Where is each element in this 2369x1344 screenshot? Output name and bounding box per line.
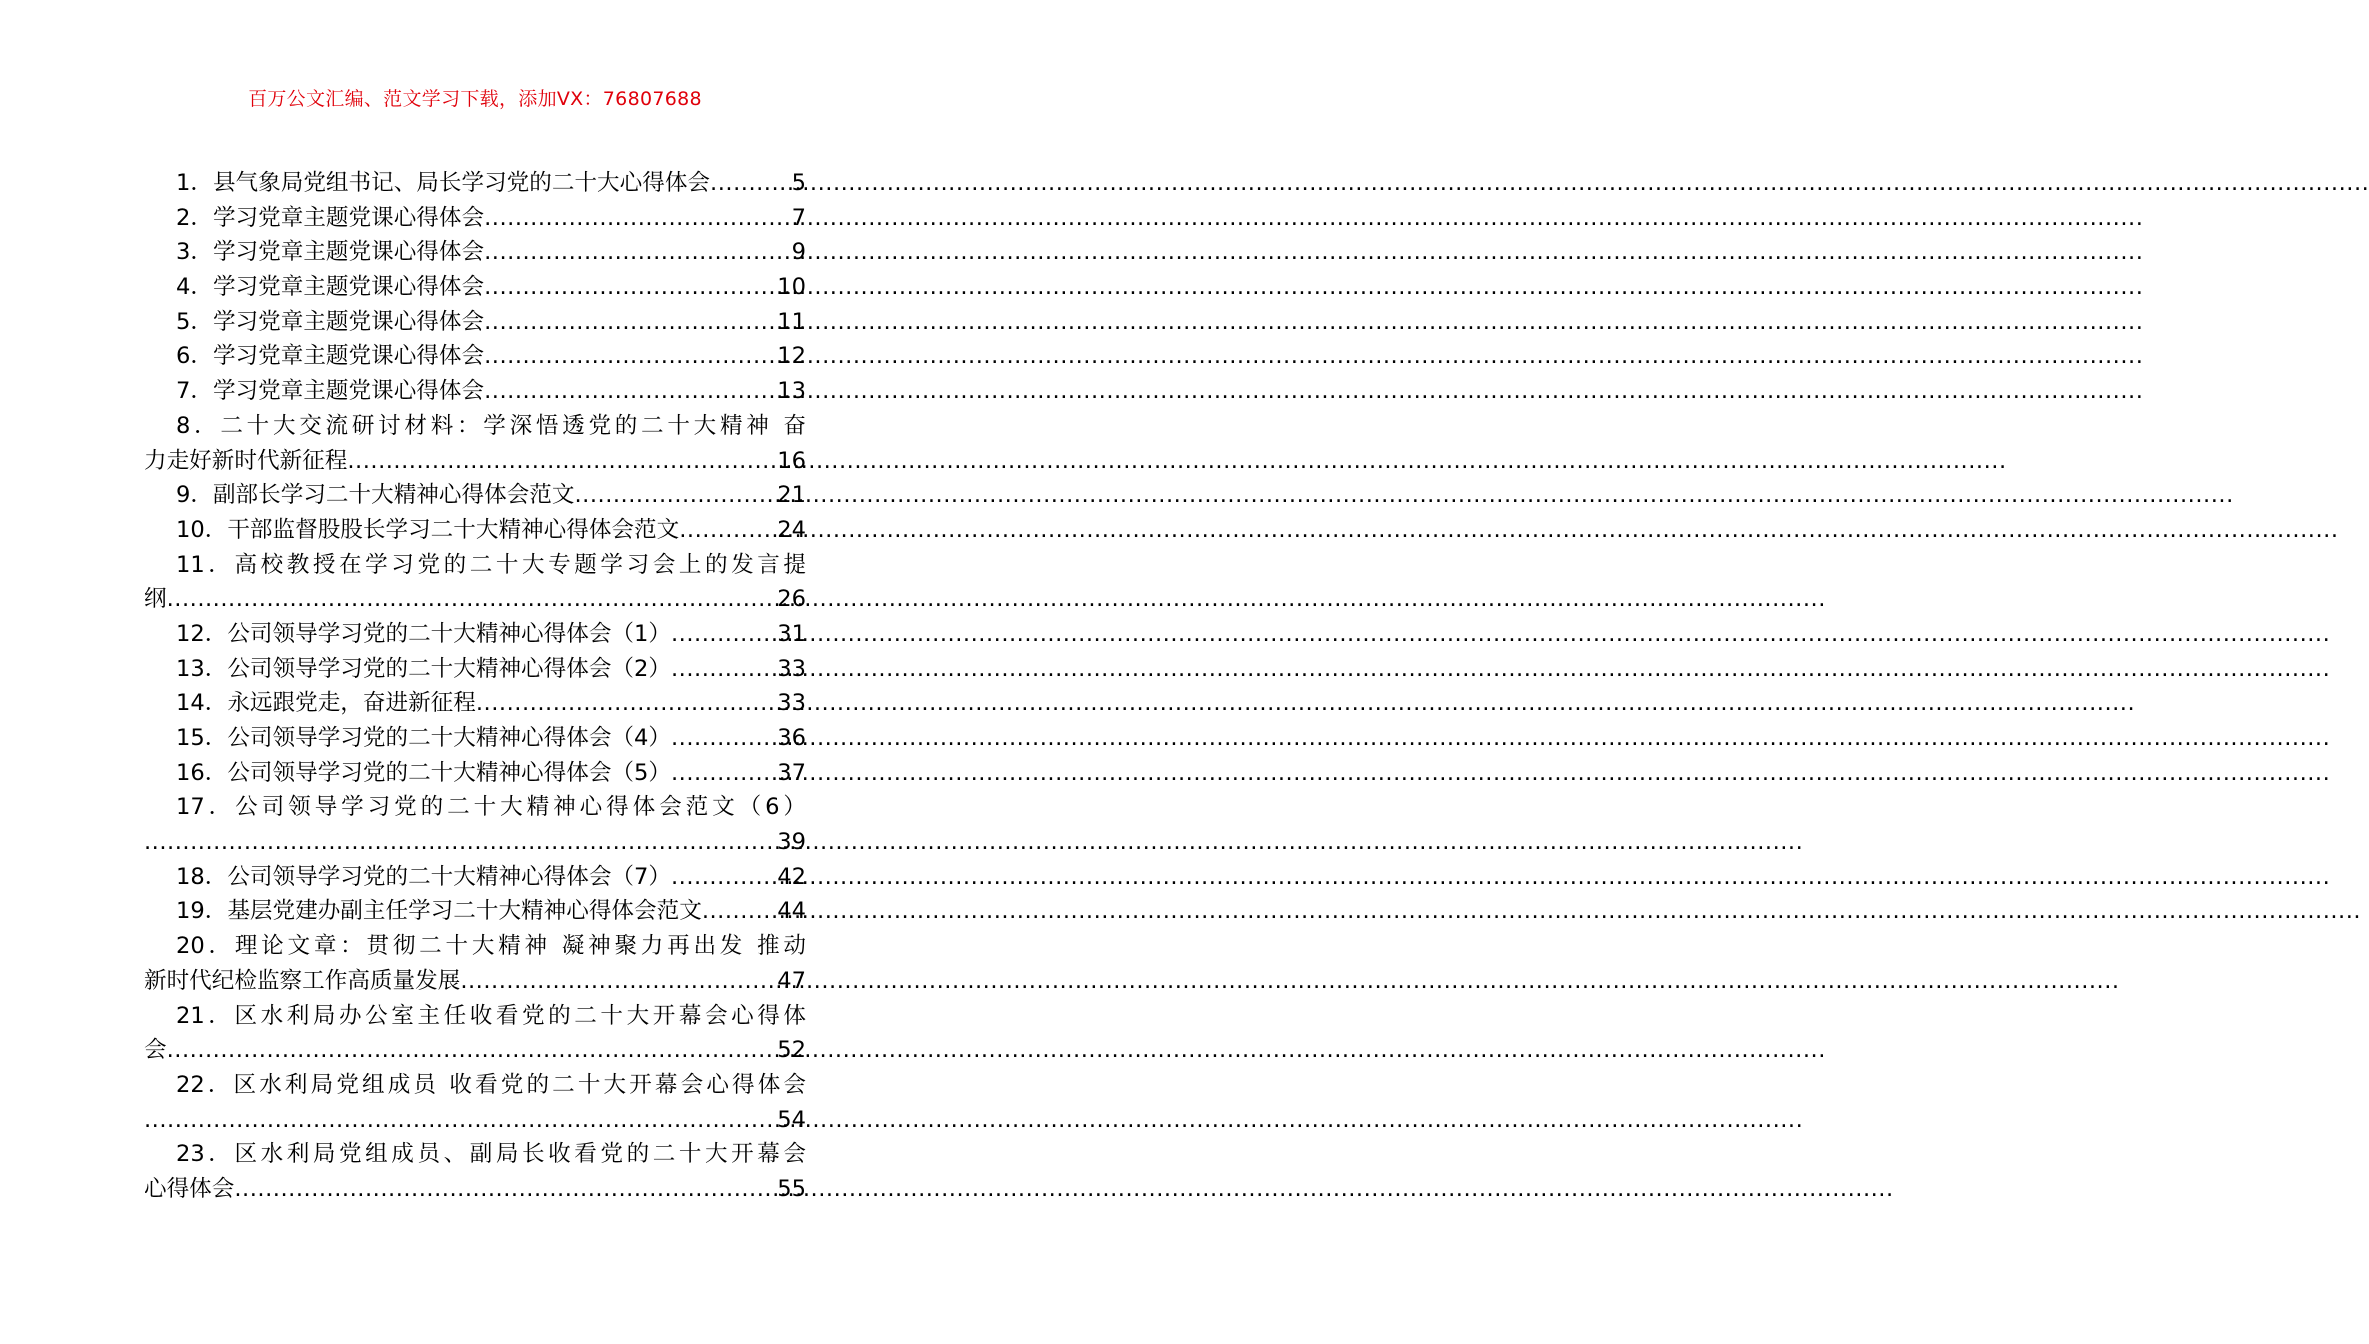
toc-line <box>144 513 806 548</box>
toc-leader-dots <box>484 270 777 305</box>
toc-leader-dots <box>144 825 777 860</box>
toc-page-number: 44 <box>777 898 806 925</box>
toc-leader-dots <box>347 444 777 479</box>
toc-title: 心得体会 <box>144 1175 235 1202</box>
toc-line <box>144 374 806 409</box>
toc-title <box>176 1137 806 1172</box>
toc-title: 学习党章主题党课心得体会 <box>212 204 485 231</box>
toc-title-text: 理论文章：贯彻二十大精神 凝神聚力再出发 推动 <box>234 933 806 960</box>
toc-title: 县气象局党组书记、局长学习党的二十大心得体会 <box>212 170 711 196</box>
toc-title: 学习党章主题党课心得体会 <box>212 274 485 301</box>
toc-title: 公司领导学习党的二十大精神心得体会（2） <box>227 655 671 682</box>
toc-leader-dots <box>484 339 777 374</box>
toc-title: 纲 <box>144 586 167 613</box>
toc-title: 学习党章主题党课心得体会 <box>212 343 485 370</box>
toc-entry[interactable] <box>144 790 806 859</box>
toc-page-number: 5 <box>791 170 806 196</box>
toc-leader-dots <box>671 721 777 756</box>
toc-line <box>144 652 806 687</box>
toc-entry[interactable] <box>144 235 806 270</box>
toc-title: 副部长学习二十大精神心得体会范文 <box>212 482 575 509</box>
toc-entry[interactable] <box>144 686 806 721</box>
toc-line <box>144 270 806 305</box>
toc-leader-dots <box>484 235 792 270</box>
toc-page-number: 36 <box>777 725 806 751</box>
toc-leader-dots <box>144 1103 777 1138</box>
toc-line <box>144 1033 806 1068</box>
toc-line <box>144 305 806 340</box>
toc-title <box>176 999 806 1034</box>
toc-number: 6． <box>176 343 213 370</box>
toc-entry[interactable] <box>144 270 806 305</box>
toc-title: 新时代纪检监察工作高质量发展 <box>144 967 461 994</box>
toc-number: 23． <box>176 1141 235 1168</box>
toc-title-text: 区水利局党组成员、副局长收看党的二十大开幕会 <box>234 1141 807 1168</box>
toc-page-number: 21 <box>777 482 806 509</box>
toc-number: 15． <box>176 725 228 751</box>
toc-line <box>144 1103 806 1138</box>
toc-entry[interactable] <box>144 756 806 791</box>
toc-entry[interactable] <box>144 548 806 617</box>
toc-page-number: 39 <box>777 829 806 856</box>
toc-title-text: 高校教授在学习党的二十大专题学习会上的发言提 <box>234 551 807 578</box>
toc-leader-dots <box>484 374 777 409</box>
toc-line <box>144 721 806 756</box>
toc-entry[interactable] <box>144 513 806 548</box>
toc-leader-dots <box>671 756 777 791</box>
toc-title <box>176 409 806 444</box>
toc-line <box>144 166 806 201</box>
toc-leader-dots <box>167 582 778 617</box>
toc-line <box>144 860 806 895</box>
toc-line <box>144 548 806 583</box>
toc-line <box>144 964 806 999</box>
toc-leader-dots <box>702 894 777 929</box>
toc-line <box>144 894 806 929</box>
toc-entry[interactable] <box>144 894 806 929</box>
toc-title-text: 二十大交流研讨材料：学深悟透党的二十大精神 奋 <box>220 412 807 439</box>
page-header-notice: 百万公文汇编、范文学习下载，添加VX：76807688 <box>248 88 702 110</box>
toc-line <box>144 999 806 1034</box>
toc-leader-dots <box>484 305 777 340</box>
toc-number: 14． <box>176 690 228 717</box>
toc-line <box>144 617 806 652</box>
toc-title <box>176 929 806 964</box>
toc-line <box>144 825 806 860</box>
toc-page-number: 55 <box>777 1175 806 1202</box>
toc-entry[interactable] <box>144 652 806 687</box>
toc-page-number: 31 <box>777 620 806 647</box>
toc-title: 基层党建办副主任学习二十大精神心得体会范文 <box>227 898 702 925</box>
toc-page-number: 10 <box>777 274 806 301</box>
toc-entry[interactable] <box>144 1068 806 1137</box>
toc-entry[interactable] <box>144 1137 806 1206</box>
toc-entry[interactable] <box>144 999 806 1068</box>
toc-entry[interactable] <box>144 721 806 756</box>
toc-line <box>144 409 806 444</box>
toc-line <box>144 201 806 236</box>
toc-page-number: 7 <box>791 204 806 231</box>
toc-number: 19． <box>176 898 228 925</box>
toc-line <box>144 929 806 964</box>
toc-leader-dots <box>167 1033 778 1068</box>
toc-number: 10． <box>176 516 228 543</box>
toc-entry[interactable] <box>144 929 806 998</box>
toc-number: 18． <box>176 863 228 890</box>
toc-entry[interactable] <box>144 374 806 409</box>
toc-leader-dots <box>484 201 792 236</box>
toc-title: 公司领导学习党的二十大精神心得体会（4） <box>227 725 671 751</box>
toc-page-number: 24 <box>777 516 806 543</box>
table-of-contents <box>144 166 806 1207</box>
toc-title: 公司领导学习党的二十大精神心得体会（7） <box>227 863 671 890</box>
toc-page-number: 12 <box>777 343 806 370</box>
toc-number: 7． <box>176 378 213 405</box>
toc-page-number: 26 <box>777 586 806 613</box>
toc-leader-dots <box>671 617 777 652</box>
toc-title: 公司领导学习党的二十大精神心得体会（5） <box>227 759 671 786</box>
toc-leader-dots <box>574 478 777 513</box>
toc-entry[interactable] <box>144 166 806 201</box>
toc-line <box>144 582 806 617</box>
toc-title: 力走好新时代新征程 <box>144 447 348 474</box>
toc-leader-dots <box>234 1172 777 1207</box>
toc-title: 学习党章主题党课心得体会 <box>212 239 485 266</box>
toc-title: 永远跟党走，奋进新征程 <box>227 690 476 717</box>
toc-leader-dots <box>679 513 777 548</box>
toc-number: 20． <box>176 933 235 960</box>
toc-page-number: 13 <box>777 378 806 405</box>
toc-entry[interactable] <box>144 305 806 340</box>
toc-line <box>144 235 806 270</box>
toc-line <box>144 1172 806 1207</box>
toc-title: 会 <box>144 1037 167 1064</box>
toc-page-number: 16 <box>777 447 806 474</box>
toc-number: 3． <box>176 239 213 266</box>
toc-title: 学习党章主题党课心得体会 <box>212 308 485 335</box>
toc-number: 12． <box>176 620 228 647</box>
toc-line <box>144 1068 806 1103</box>
toc-line <box>144 1137 806 1172</box>
toc-leader-dots <box>476 686 777 721</box>
toc-number: 1． <box>176 170 213 196</box>
toc-line <box>144 756 806 791</box>
toc-page-number: 42 <box>777 863 806 890</box>
toc-page-number: 47 <box>777 967 806 994</box>
toc-title <box>176 548 806 583</box>
toc-title <box>176 790 806 825</box>
toc-line <box>144 790 806 825</box>
toc-page-number: 9 <box>791 239 806 266</box>
toc-title: 学习党章主题党课心得体会 <box>212 378 485 405</box>
toc-number: 4． <box>176 274 213 301</box>
toc-number: 16． <box>176 759 228 786</box>
toc-number: 8． <box>176 412 221 439</box>
toc-title-text: 区水利局办公室主任收看党的二十大开幕会心得体 <box>234 1002 807 1029</box>
toc-page-number: 33 <box>777 655 806 682</box>
toc-title: 干部监督股股长学习二十大精神心得体会范文 <box>227 516 680 543</box>
toc-title-text: 公司领导学习党的二十大精神心得体会范文（6） <box>235 794 807 821</box>
toc-line <box>144 478 806 513</box>
toc-line <box>144 339 806 374</box>
toc-leader-dots <box>460 964 777 999</box>
toc-title-text: 区水利局党组成员 收看党的二十大开幕会心得体会 <box>233 1071 806 1098</box>
toc-page-number: 37 <box>777 759 806 786</box>
toc-title: 公司领导学习党的二十大精神心得体会（1） <box>227 620 671 647</box>
toc-page-number: 52 <box>777 1037 806 1064</box>
toc-entry[interactable] <box>144 617 806 652</box>
toc-number: 9． <box>176 482 213 509</box>
toc-number: 13． <box>176 655 228 682</box>
toc-entry[interactable] <box>144 339 806 374</box>
toc-page-number: 11 <box>777 308 806 335</box>
toc-line <box>144 686 806 721</box>
toc-entry[interactable] <box>144 201 806 236</box>
toc-number: 5． <box>176 308 213 335</box>
toc-number: 2． <box>176 204 213 231</box>
toc-leader-dots <box>671 860 777 895</box>
toc-entry[interactable] <box>144 409 806 478</box>
toc-page-number: 54 <box>777 1106 806 1133</box>
toc-line <box>144 444 806 479</box>
toc-title <box>176 1068 806 1103</box>
toc-entry[interactable] <box>144 478 806 513</box>
toc-leader-dots <box>710 166 792 201</box>
toc-leader-dots <box>671 652 777 687</box>
toc-number: 17． <box>176 794 236 821</box>
toc-entry[interactable] <box>144 860 806 895</box>
toc-page-number: 33 <box>777 690 806 717</box>
toc-number: 21． <box>176 1002 235 1029</box>
toc-number: 11． <box>176 551 235 578</box>
toc-number: 22． <box>176 1071 234 1098</box>
